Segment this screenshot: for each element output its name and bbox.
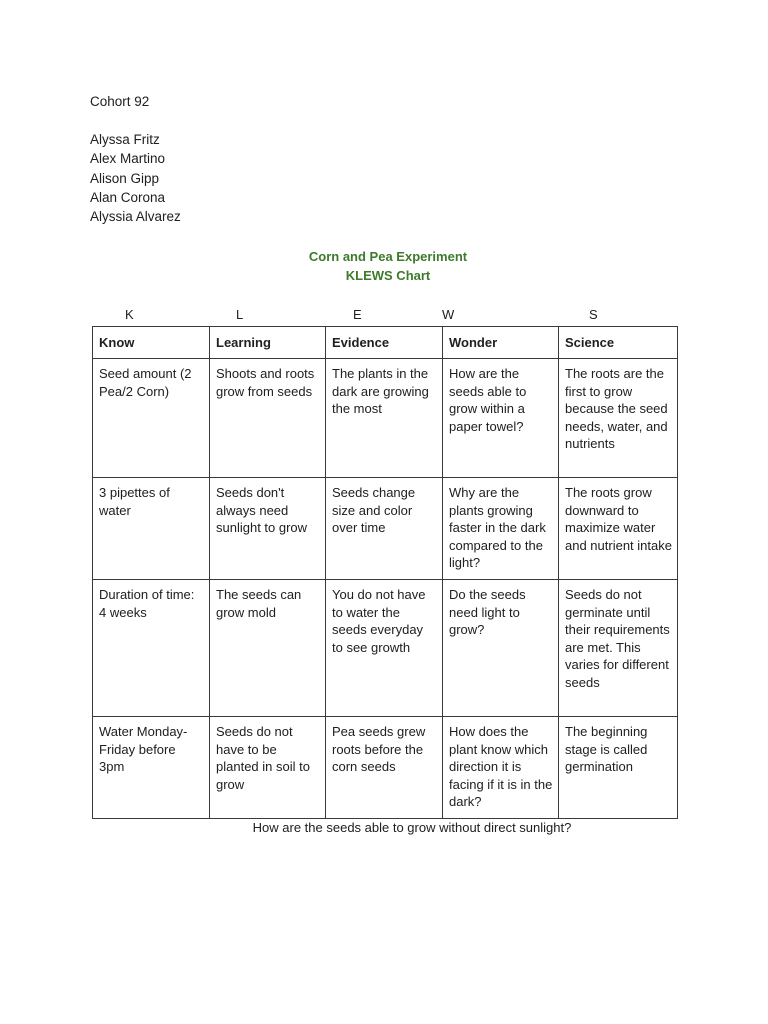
table-cell: How are the seeds able to grow within a paper towel? [443,359,559,478]
table-cell: 3 pipettes of water [93,478,210,580]
table-cell: Seeds change size and color over time [326,478,443,580]
klews-table [92,326,678,819]
column-letter: L [236,307,244,322]
member-name: Alex Martino [90,151,166,166]
member-name: Alison Gipp [90,171,160,186]
chart-subtitle: KLEWS Chart [345,268,431,283]
table-header-row [93,327,678,359]
column-letters [92,307,676,323]
column-header: Evidence [326,327,443,359]
column-letter: E [353,307,362,322]
table-cell: The roots grow downward to maximize water and nutrient intake [559,478,678,580]
column-letter: S [589,307,598,322]
member-name: Alyssia Alvarez [90,209,181,224]
column-header: Wonder [443,327,559,359]
column-letter: W [442,307,455,322]
table-cell: Shoots and roots grow from seeds [210,359,326,478]
table-cell: Seeds don't always need sunlight to grow [210,478,326,580]
table-cell: The beginning stage is called germination [559,717,678,819]
table-cell: The seeds can grow mold [210,580,326,717]
table-row [93,717,678,819]
column-header: Know [93,327,210,359]
guiding-question: How are the seeds able to grow without direct sunlight? [252,820,572,835]
table-row [93,359,678,478]
table-cell: How does the plant know which direction it is facing if it is in the dark? [443,717,559,819]
table-cell: Seeds do not have to be planted in soil to grow [210,717,326,819]
table-cell: Duration of time: 4 weeks [93,580,210,717]
table-cell: Pea seeds grew roots before the corn seeds [326,717,443,819]
table-cell: The plants in the dark are growing the most [326,359,443,478]
member-name: Alyssa Fritz [90,132,160,147]
column-header: Learning [210,327,326,359]
column-letter: K [125,307,134,322]
column-header: Science [559,327,678,359]
table-cell: The roots are the first to grow because the seed needs, water, and nutrients [559,359,678,478]
document-title: Corn and Pea Experiment [308,249,468,264]
table-row [93,478,678,580]
table-cell: Seeds do not germinate until their requirements are met. This varies for different seeds [559,580,678,717]
table-cell: Do the seeds need light to grow? [443,580,559,717]
table-cell: Water Monday-Friday before 3pm [93,717,210,819]
cohort-label: Cohort 92 [90,94,150,109]
member-name: Alan Corona [90,190,166,205]
table-row [93,580,678,717]
table-cell: Why are the plants growing faster in the dark compared to the light? [443,478,559,580]
table-cell: You do not have to water the seeds everyday to see growth [326,580,443,717]
table-cell: Seed amount (2 Pea/2 Corn) [93,359,210,478]
